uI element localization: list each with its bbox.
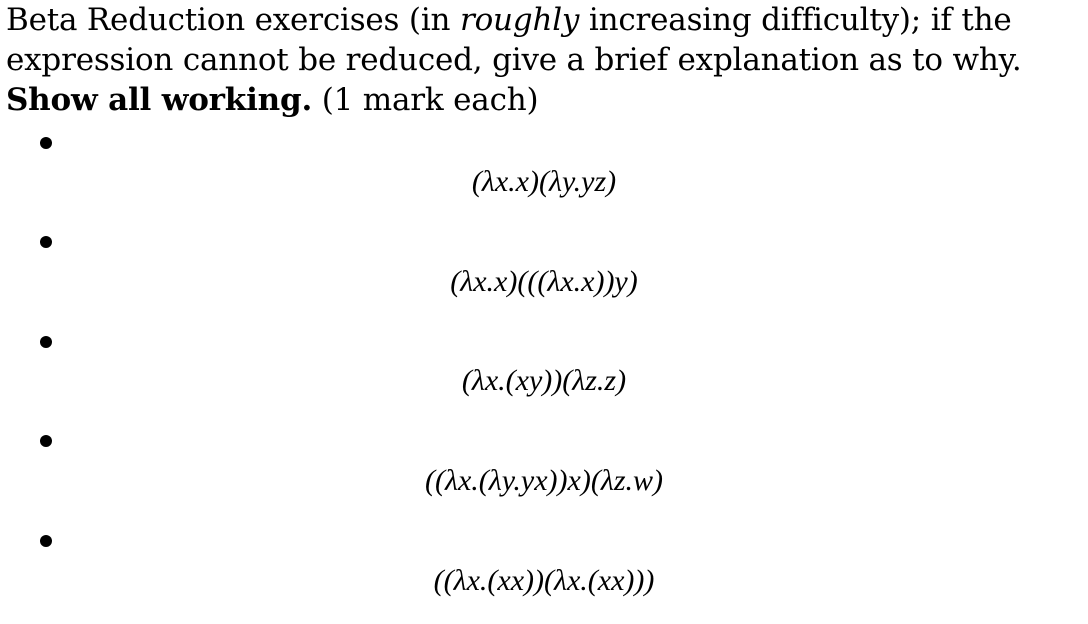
instructions-paragraph — [6, 0, 1084, 120]
instructions-bold-text: Show all working. — [6, 82, 313, 118]
bullet-icon — [40, 137, 52, 149]
bullet-icon — [40, 535, 52, 547]
instructions-marks-note: (1 mark each) — [312, 82, 539, 118]
instructions-italic-word: roughly — [459, 2, 580, 38]
bullet-icon — [40, 236, 52, 248]
instructions-text-middle: increasing difficulty); if the expression cannot be reduced, give a brief explanation as to why. — [6, 2, 1022, 78]
bullet-icon — [40, 435, 52, 447]
bullet-icon — [40, 336, 52, 348]
exercise-expression: (λx.x)(λy.yz) — [471, 165, 617, 198]
exercise-expression: ((λx.(λy.yx))x)(λz.w) — [424, 464, 663, 497]
exercise-expression: (λx.(xy))(λz.z) — [461, 364, 627, 397]
instructions-text-start: Beta Reduction exercises (in — [6, 2, 460, 38]
exercise-expression: ((λx.(xx))(λx.(xx))) — [433, 564, 655, 597]
exercise-expression: (λx.x)(((λx.x))y) — [450, 265, 638, 298]
